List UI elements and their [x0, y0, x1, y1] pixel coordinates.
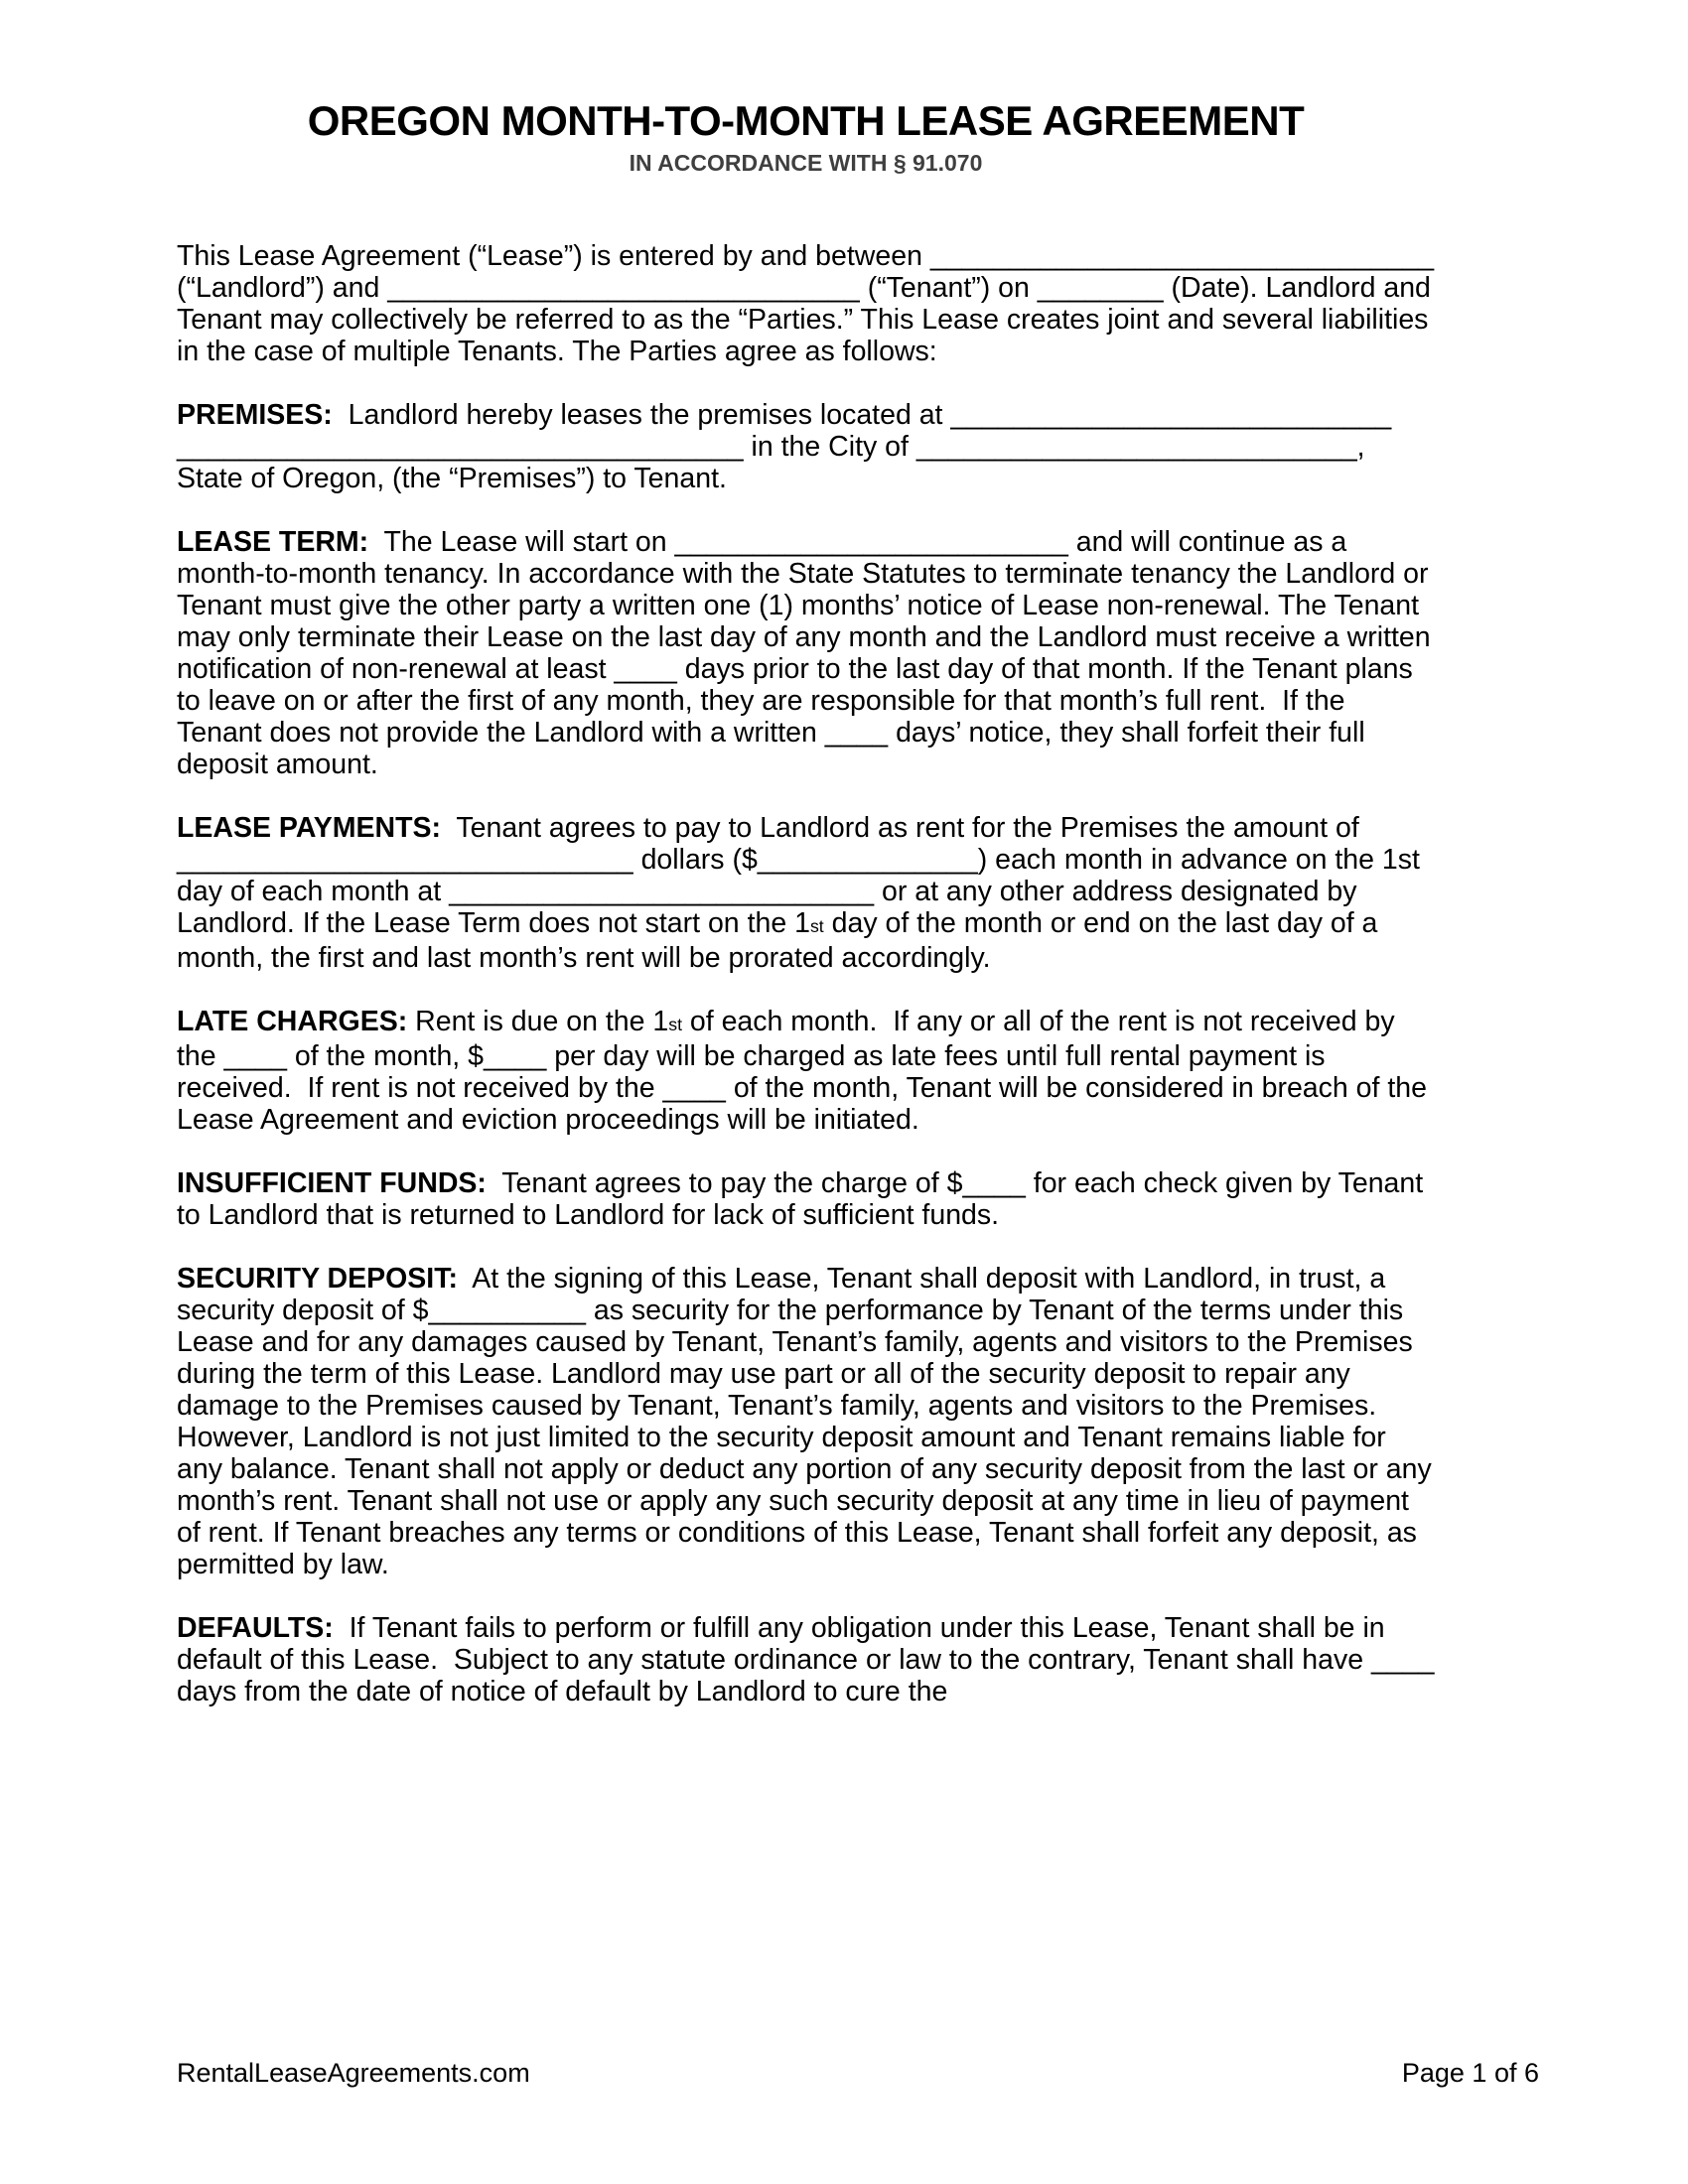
paragraph-security-deposit: SECURITY DEPOSIT: At the signing of this Lease, Tenant shall deposit with Landlord, in trust, a security deposit of $__________ as security for the performance by Tenant of the terms under this Lease and for any damages caused by Tenant, Tenant’s family, agents and visitors to the Premises during the term of this Lease. Landlord may use part or all of the security deposit to repair any damage to the Premises caused by Tenant, Tenant’s family, agents and visitors to the Premises. However, Landlord is not just limited to the security deposit amount and Tenant remains liable for any balance. Tenant shall not apply or deduct any portion of any security deposit from the last or any month’s rent. Tenant shall not use or apply any such security deposit at any time in lieu of payment of rent. If Tenant breaches any terms or conditions of this Lease, Tenant shall forfeit any deposit, as permitted by law.: [177, 1263, 1432, 1580]
paragraph-lease-term: LEASE TERM: The Lease will start on _________________________ and will continue as a month-to-month tenancy. In accordance with the State Statutes to terminate tenancy the Landlord or Tenant must give the other party a written one (1) months’ notice of Lease non-renewal. The Tenant may only terminate their Lease on the last day of any month and the Landlord must receive a written notification of non-renewal at least ____ days prior to the last day of that month. If the Tenant plans to leave on or after the first of any month, they are responsible for that month’s full rent. If the Tenant does not provide the Landlord with a written ____ days’ notice, they shall forfeit their full deposit amount.: [177, 526, 1431, 780]
paragraph-defaults: DEFAULTS: If Tenant fails to perform or fulfill any obligation under this Lease, Tenant shall be in default of this Lease. Subject to any statute ordinance or law to the contrary, Tenant shall have ____ days from the date of notice of default by Landlord to cure the: [177, 1612, 1435, 1707]
paragraph-premises: PREMISES: Landlord hereby leases the premises located at ____________________________ ____________________________________ in the City of ____________________________, State of Oregon, (the “Premises”) to Tenant.: [177, 399, 1392, 494]
page-footer: [177, 2057, 1539, 2089]
paragraph-insufficient-funds: INSUFFICIENT FUNDS: Tenant agrees to pay the charge of $____ for each check given by Tenant to Landlord that is returned to Landlord for lack of sufficient funds.: [177, 1167, 1424, 1231]
footer-page-number: Page 1 of 6: [1401, 2058, 1539, 2088]
document-body: [177, 240, 1435, 1707]
document-title: OREGON MONTH-TO-MONTH LEASE AGREEMENT: [307, 97, 1305, 144]
paragraph-intro: This Lease Agreement (“Lease”) is entered by and between ________________________________ (“Landlord”) and ______________________________ (“Tenant”) on ________ (Date). Landlord and Tenant may collectively be referred to as the “Parties.” This Lease creates joint and several liabilities in the case of multiple Tenants. The Parties agree as follows:: [177, 240, 1435, 367]
paragraph-late-charges: LATE CHARGES: Rent is due on the 1st of each month. If any or all of the rent is not received by the ____ of the month, $____ per day will be charged as late fees until full rental payment is received. If rent is not received by the ____ of the month, Tenant will be considered in breach of the Lease Agreement and eviction proceedings will be initiated.: [177, 1006, 1427, 1136]
document-subtitle: IN ACCORDANCE WITH § 91.070: [629, 150, 983, 176]
paragraph-lease-payments: LEASE PAYMENTS: Tenant agrees to pay to Landlord as rent for the Premises the amount of _____________________________ dollars ($______________) each month in advance on the 1st day of each month at ___________________________ or at any other address designated by Landlord. If the Lease Term does not start on the 1st day of the month or end on the last day of a month, the first and last month’s rent will be prorated accordingly.: [177, 812, 1420, 974]
footer-website: RentalLeaseAgreements.com: [177, 2058, 530, 2088]
document-content: [177, 0, 1435, 1707]
